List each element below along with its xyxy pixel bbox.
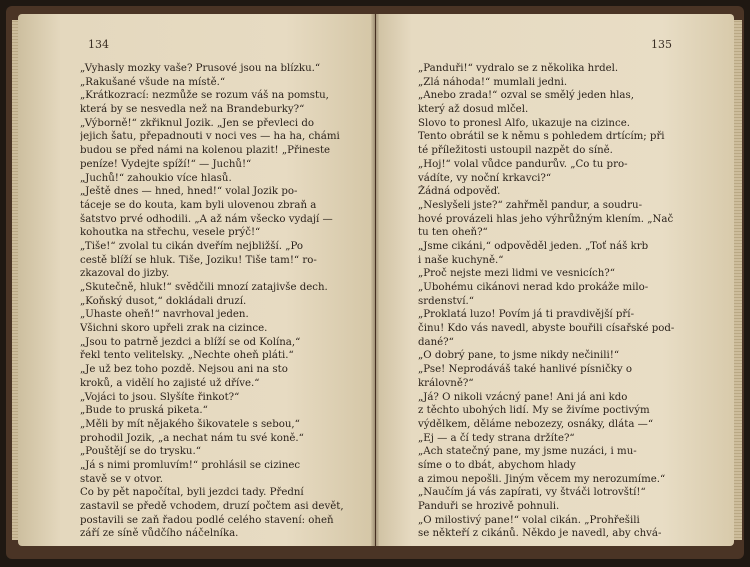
text-line: z těchto ubohých lidí. My se živíme poctivým <box>418 405 650 417</box>
text-line: kroků, a vidělí ho zajisté už dříve.“ <box>80 377 260 389</box>
text-line: výdělkem, děláme nebozezy, osnáky, dláta —“ <box>418 418 654 430</box>
text-line: „Krátkozrací: nezmůže se rozum váš na pomstu, <box>80 90 329 102</box>
text-line: „Uhaste oheň!“ navrhoval jeden. <box>80 309 249 321</box>
text-line: se někteří z cikánů. Někdo je navedl, aby chvá- <box>418 528 662 540</box>
text-line: a zimou nepošli. Jiným věcem my nerozumíme.“ <box>418 473 666 485</box>
text-line: „Je už bez toho pozdě. Nejsou ani na sto <box>80 364 288 376</box>
text-line: která by se nesvedla než na Brandeburky?“ <box>80 104 305 116</box>
text-line: „Hoj!“ volal vůdce pandurův. „Co tu pro- <box>418 158 628 170</box>
text-line: Tento obrátil se k němu s pohledem drtícím; při <box>418 131 665 143</box>
text-line: „Já? O nikoli vzácný pane! Ani já ani kdo <box>418 391 628 403</box>
text-line: peníze! Vydejte spíží!“ — Juchů!“ <box>80 158 252 170</box>
text-line: „Ještě dnes — hned, hned!“ volal Jozik po- <box>80 186 298 198</box>
text-line: postavili se zaň řadou podlé celého stavení: oheň <box>80 514 334 526</box>
text-line: jejich šatu, přepadnouti v noci ves — ha ha, chámi <box>80 131 340 143</box>
text-line: hové provázeli hlas jeho výhrůžným klením. „Nač <box>418 213 674 225</box>
text-line: „Já s nimi promluvím!“ prohlásil se cizinec <box>80 459 301 471</box>
text-line: „Zlá náhoda!“ mumlali jedni. <box>418 76 568 88</box>
text-line: prohodil Jozik, „a nechat nám tu své koně.“ <box>80 432 304 444</box>
page-number-right: 135 <box>651 38 672 51</box>
text-line: září ze síně vůdčího náčelníka. <box>80 528 239 540</box>
text-line: „Panduři!“ vydralo se z několika hrdel. <box>418 63 619 74</box>
text-line: „Proč nejste mezi lidmi ve vesnicích?“ <box>418 268 615 280</box>
book-gutter <box>371 14 379 546</box>
text-line: „Juchů!“ zahoukio více hlasů. <box>80 172 232 184</box>
text-line: „Ach statečný pane, my jsme nuzáci, i mu- <box>418 446 637 458</box>
text-line: „Neslyšeli jste?“ zahřměl pandur, a soudru- <box>418 199 643 211</box>
text-line: Co by pět napočítal, byli jezdci tady. Přední <box>80 487 304 499</box>
text-line: „Bude to pruská piketa.“ <box>80 405 208 417</box>
text-line: „Ubohému cikánovi nerad kdo prokáže milo- <box>418 282 649 293</box>
text-line: „Anebo zrada!“ ozval se smělý jeden hlas, <box>418 90 634 102</box>
text-line: Slovo to pronesl Alfo, ukazuje na cizince. <box>418 117 630 129</box>
text-line: činu! Kdo vás navedl, abyste bouřili císařské pod- <box>418 323 675 335</box>
text-line: i naše kuchyně.“ <box>418 254 504 266</box>
text-line: „Tiše!“ zvolal tu cikán dveřím nejbližší. „Po <box>80 240 304 252</box>
text-line: síme o to dbát, abychom hlady <box>418 459 576 471</box>
text-line: královně?“ <box>418 377 474 389</box>
text-line: „Pouštějí se do trysku.“ <box>80 446 201 458</box>
text-line: Panduři se hrozivě pohnuli. <box>418 501 560 512</box>
text-line: „Jsme cikáni,“ odpověděl jeden. „Toť náš krb <box>418 240 649 252</box>
text-line: vádíte, vy noční krkavci?“ <box>418 172 552 184</box>
text-line: stavě se v otvor. <box>80 473 164 485</box>
text-line: srdenství.“ <box>418 295 474 307</box>
text-line: šatstvo prvé odhodili. „A až nám všecko vydají — <box>80 213 333 225</box>
text-line: „Pse! Neprodáváš také hanlivé písničky o <box>418 364 632 376</box>
text-line: „Ej — a čí tedy strana držíte?“ <box>418 432 575 444</box>
text-line: tu ten oheň?“ <box>418 227 488 239</box>
text-line: zkazoval do jizby. <box>80 268 170 280</box>
left-page <box>18 14 375 546</box>
text-line: cestě blíží se hluk. Tiše, Joziku! Tiše tam!“ ro- <box>80 254 317 266</box>
text-line: Žádná odpověď. <box>418 186 501 198</box>
text-line: „Skutečně, hluk!“ svědčili mnozí zatajivše dech. <box>80 282 328 293</box>
text-line: který až dosud mlčel. <box>418 104 529 116</box>
text-line: „Vyhasly mozky vaše? Prusové jsou na blízku.“ <box>80 63 321 74</box>
text-line: „Naučím já vás zapírati, vy štváči lotrovští!“ <box>418 487 646 499</box>
text-line: dané?“ <box>418 336 454 348</box>
text-line: té příležitosti ustoupil nazpět do síně. <box>418 145 613 157</box>
text-line: „Měli by mít nějakého šikovatele s sebou,“ <box>80 418 300 430</box>
text-line: „O dobrý pane, to jsme nikdy nečinili!“ <box>418 350 620 362</box>
text-line: zastavil se předě vchodem, druzí počtem asi devět, <box>80 501 344 512</box>
page-number-left: 134 <box>88 38 109 51</box>
right-page <box>376 14 734 546</box>
page-edges-right <box>734 20 742 540</box>
text-line: budou se před námi na kolenou plazit! „Přineste <box>80 145 331 157</box>
text-line: řekl tento velitelsky. „Nechte oheň pláti.“ <box>80 350 294 362</box>
left-page-text <box>80 62 352 541</box>
text-line: „Výborně!“ zkřiknul Jozik. „Jen se převleci do <box>80 117 315 129</box>
text-line: kohoutka na střechu, vesele prýč!“ <box>80 227 261 239</box>
right-page-text <box>418 62 686 541</box>
text-line: „Proklatá luzo! Povím já ti pravdivější pří- <box>418 309 635 321</box>
text-line: Všichni skoro upřeli zrak na cizince. <box>80 323 268 335</box>
text-line: „O milostivý pane!“ volal cikán. „Prohřešili <box>418 514 640 526</box>
text-line: „Koňský dusot,“ dokládali druzí. <box>80 295 247 307</box>
text-line: „Rakušané všude na místě.“ <box>80 76 226 88</box>
text-line: „Vojáci to jsou. Slyšíte řinkot?“ <box>80 391 240 403</box>
text-line: „Jsou to patrně jezdci a blíží se od Kolína,“ <box>80 336 301 348</box>
text-line: táceje se do kouta, kam byli ulovenou zbraň a <box>80 199 317 211</box>
